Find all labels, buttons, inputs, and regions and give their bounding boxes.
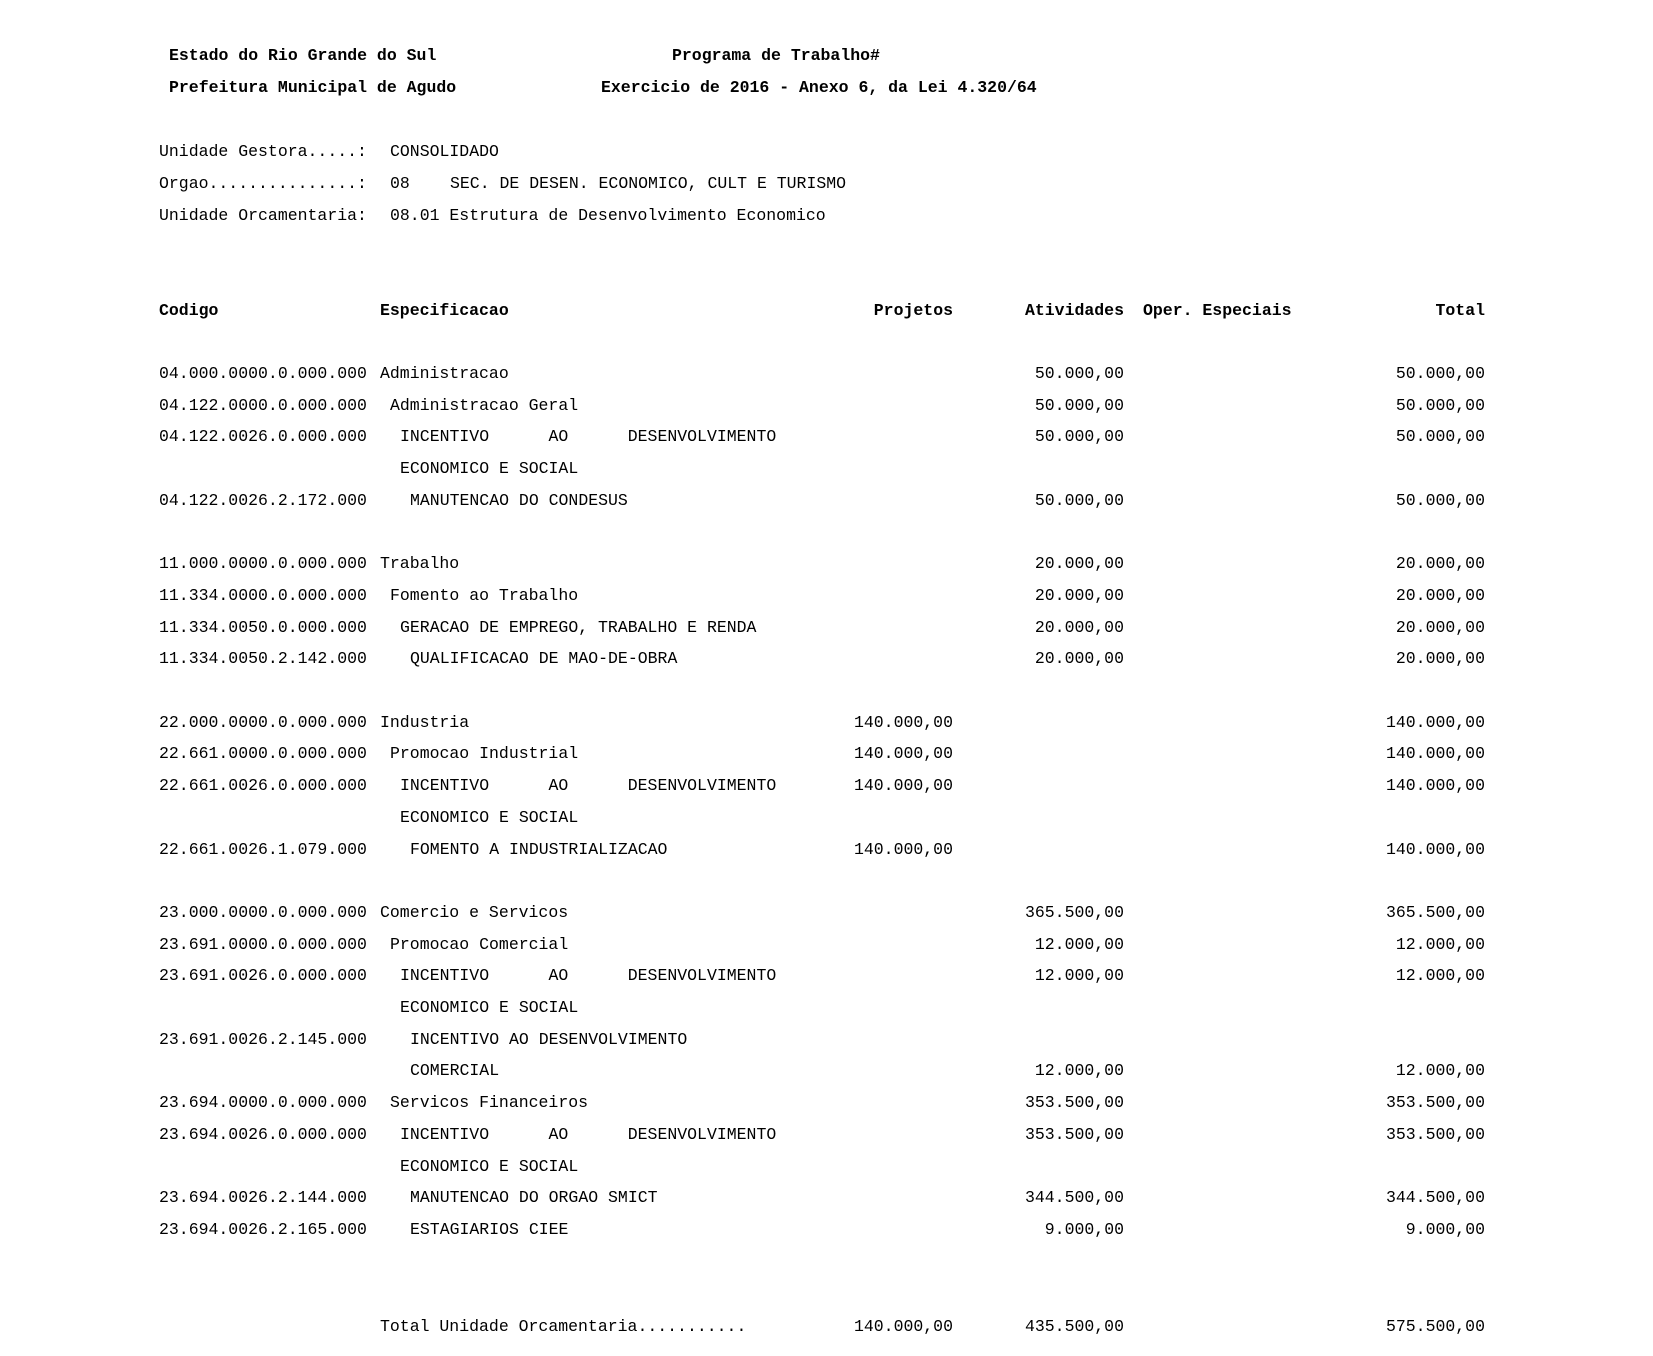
row-atividades: 50.000,00 [1034, 427, 1124, 446]
row-code: 04.122.0026.2.172.000 [159, 491, 367, 510]
row-code: 11.000.0000.0.000.000 [159, 554, 367, 573]
col-especificacao: Especificacao [380, 301, 509, 320]
row-atividades: 9.000,00 [1044, 1220, 1124, 1239]
row-total: 20.000,00 [1395, 618, 1485, 637]
row-total: 140.000,00 [1385, 776, 1485, 795]
row-code: 23.694.0026.0.000.000 [159, 1125, 367, 1144]
unidade-orcamentaria-value: 08.01 Estrutura de Desenvolvimento Economico [390, 206, 826, 225]
row-atividades: 20.000,00 [1034, 649, 1124, 668]
row-spec: ECONOMICO E SOCIAL [400, 808, 579, 827]
row-spec: ECONOMICO E SOCIAL [400, 459, 579, 478]
row-spec: Industria [380, 713, 470, 732]
state-name: Estado do Rio Grande do Sul [169, 46, 437, 65]
row-spec: ESTAGIARIOS CIEE [410, 1220, 569, 1239]
row-total: 50.000,00 [1395, 364, 1485, 383]
row-spec: INCENTIVO AO DESENVOLVIMENTO [410, 1030, 688, 1049]
row-atividades: 20.000,00 [1034, 618, 1124, 637]
row-spec: Administracao [380, 364, 509, 383]
row-code: 11.334.0050.2.142.000 [159, 649, 367, 668]
row-spec: Fomento ao Trabalho [390, 586, 579, 605]
row-code: 04.122.0000.0.000.000 [159, 396, 367, 415]
row-spec: GERACAO DE EMPREGO, TRABALHO E RENDA [400, 618, 757, 637]
row-total: 12.000,00 [1395, 1061, 1485, 1080]
row-total: 12.000,00 [1395, 935, 1485, 954]
total-atividades: 435.500,00 [1024, 1317, 1124, 1336]
row-atividades: 12.000,00 [1034, 966, 1124, 985]
row-code: 23.691.0026.0.000.000 [159, 966, 367, 985]
row-spec: Servicos Financeiros [390, 1093, 589, 1112]
col-codigo: Codigo [159, 301, 219, 320]
row-total: 50.000,00 [1395, 396, 1485, 415]
row-spec: MANUTENCAO DO CONDESUS [410, 491, 628, 510]
row-atividades: 12.000,00 [1034, 1061, 1124, 1080]
total-projetos: 140.000,00 [853, 1317, 953, 1336]
orgao-name: SEC. DE DESEN. ECONOMICO, CULT E TURISMO [450, 174, 847, 193]
unidade-gestora-value: CONSOLIDADO [390, 142, 499, 161]
col-oper-especiais: Oper. Especiais [1143, 301, 1292, 320]
total-total: 575.500,00 [1385, 1317, 1485, 1336]
row-total: 20.000,00 [1395, 554, 1485, 573]
row-spec: INCENTIVO AO DESENVOLVIMENTO [400, 1125, 777, 1144]
row-total: 344.500,00 [1385, 1188, 1485, 1207]
row-code: 11.334.0050.0.000.000 [159, 618, 367, 637]
row-projetos: 140.000,00 [853, 840, 953, 859]
col-atividades: Atividades [1024, 301, 1124, 320]
row-total: 50.000,00 [1395, 427, 1485, 446]
row-spec: Administracao Geral [390, 396, 579, 415]
row-spec: INCENTIVO AO DESENVOLVIMENTO [400, 427, 777, 446]
total-label: Total Unidade Orcamentaria........... [380, 1317, 747, 1336]
row-atividades: 353.500,00 [1024, 1093, 1124, 1112]
row-atividades: 20.000,00 [1034, 554, 1124, 573]
row-code: 22.661.0000.0.000.000 [159, 744, 367, 763]
report-subtitle: Exercicio de 2016 - Anexo 6, da Lei 4.320/64 [601, 78, 1037, 97]
row-projetos: 140.000,00 [853, 776, 953, 795]
row-atividades: 50.000,00 [1034, 396, 1124, 415]
col-projetos: Projetos [873, 301, 953, 320]
row-total: 50.000,00 [1395, 491, 1485, 510]
row-code: 23.694.0026.2.144.000 [159, 1188, 367, 1207]
row-atividades: 353.500,00 [1024, 1125, 1124, 1144]
row-total: 20.000,00 [1395, 586, 1485, 605]
row-code: 22.000.0000.0.000.000 [159, 713, 367, 732]
row-code: 23.000.0000.0.000.000 [159, 903, 367, 922]
row-total: 353.500,00 [1385, 1125, 1485, 1144]
row-total: 353.500,00 [1385, 1093, 1485, 1112]
row-total: 140.000,00 [1385, 744, 1485, 763]
row-spec: COMERCIAL [410, 1061, 500, 1080]
row-total: 20.000,00 [1395, 649, 1485, 668]
orgao-code: 08 [390, 174, 410, 193]
row-code: 23.691.0000.0.000.000 [159, 935, 367, 954]
row-atividades: 50.000,00 [1034, 491, 1124, 510]
row-spec: ECONOMICO E SOCIAL [400, 998, 579, 1017]
row-total: 140.000,00 [1385, 713, 1485, 732]
row-atividades: 344.500,00 [1024, 1188, 1124, 1207]
row-code: 04.122.0026.0.000.000 [159, 427, 367, 446]
row-total: 9.000,00 [1405, 1220, 1485, 1239]
row-total: 140.000,00 [1385, 840, 1485, 859]
row-projetos: 140.000,00 [853, 713, 953, 732]
row-total: 365.500,00 [1385, 903, 1485, 922]
row-code: 11.334.0000.0.000.000 [159, 586, 367, 605]
row-code: 22.661.0026.0.000.000 [159, 776, 367, 795]
row-spec: Promocao Industrial [390, 744, 579, 763]
row-spec: Comercio e Servicos [380, 903, 569, 922]
orgao-label: Orgao...............: [159, 174, 367, 193]
row-code: 22.661.0026.1.079.000 [159, 840, 367, 859]
row-spec: INCENTIVO AO DESENVOLVIMENTO [400, 776, 777, 795]
unidade-orcamentaria-label: Unidade Orcamentaria: [159, 206, 367, 225]
row-code: 23.694.0000.0.000.000 [159, 1093, 367, 1112]
row-spec: Trabalho [380, 554, 460, 573]
row-atividades: 20.000,00 [1034, 586, 1124, 605]
row-spec: Promocao Comercial [390, 935, 569, 954]
row-code: 04.000.0000.0.000.000 [159, 364, 367, 383]
col-total: Total [1435, 301, 1485, 320]
row-spec: MANUTENCAO DO ORGAO SMICT [410, 1188, 658, 1207]
row-atividades: 12.000,00 [1034, 935, 1124, 954]
row-code: 23.691.0026.2.145.000 [159, 1030, 367, 1049]
row-projetos: 140.000,00 [853, 744, 953, 763]
row-atividades: 50.000,00 [1034, 364, 1124, 383]
municipality-name: Prefeitura Municipal de Agudo [169, 78, 457, 97]
row-spec: FOMENTO A INDUSTRIALIZACAO [410, 840, 668, 859]
report-title: Programa de Trabalho# [672, 46, 880, 65]
row-atividades: 365.500,00 [1024, 903, 1124, 922]
row-spec: INCENTIVO AO DESENVOLVIMENTO [400, 966, 777, 985]
unidade-gestora-label: Unidade Gestora.....: [159, 142, 367, 161]
row-code: 23.694.0026.2.165.000 [159, 1220, 367, 1239]
row-spec: ECONOMICO E SOCIAL [400, 1157, 579, 1176]
row-spec: QUALIFICACAO DE MAO-DE-OBRA [410, 649, 678, 668]
row-total: 12.000,00 [1395, 966, 1485, 985]
